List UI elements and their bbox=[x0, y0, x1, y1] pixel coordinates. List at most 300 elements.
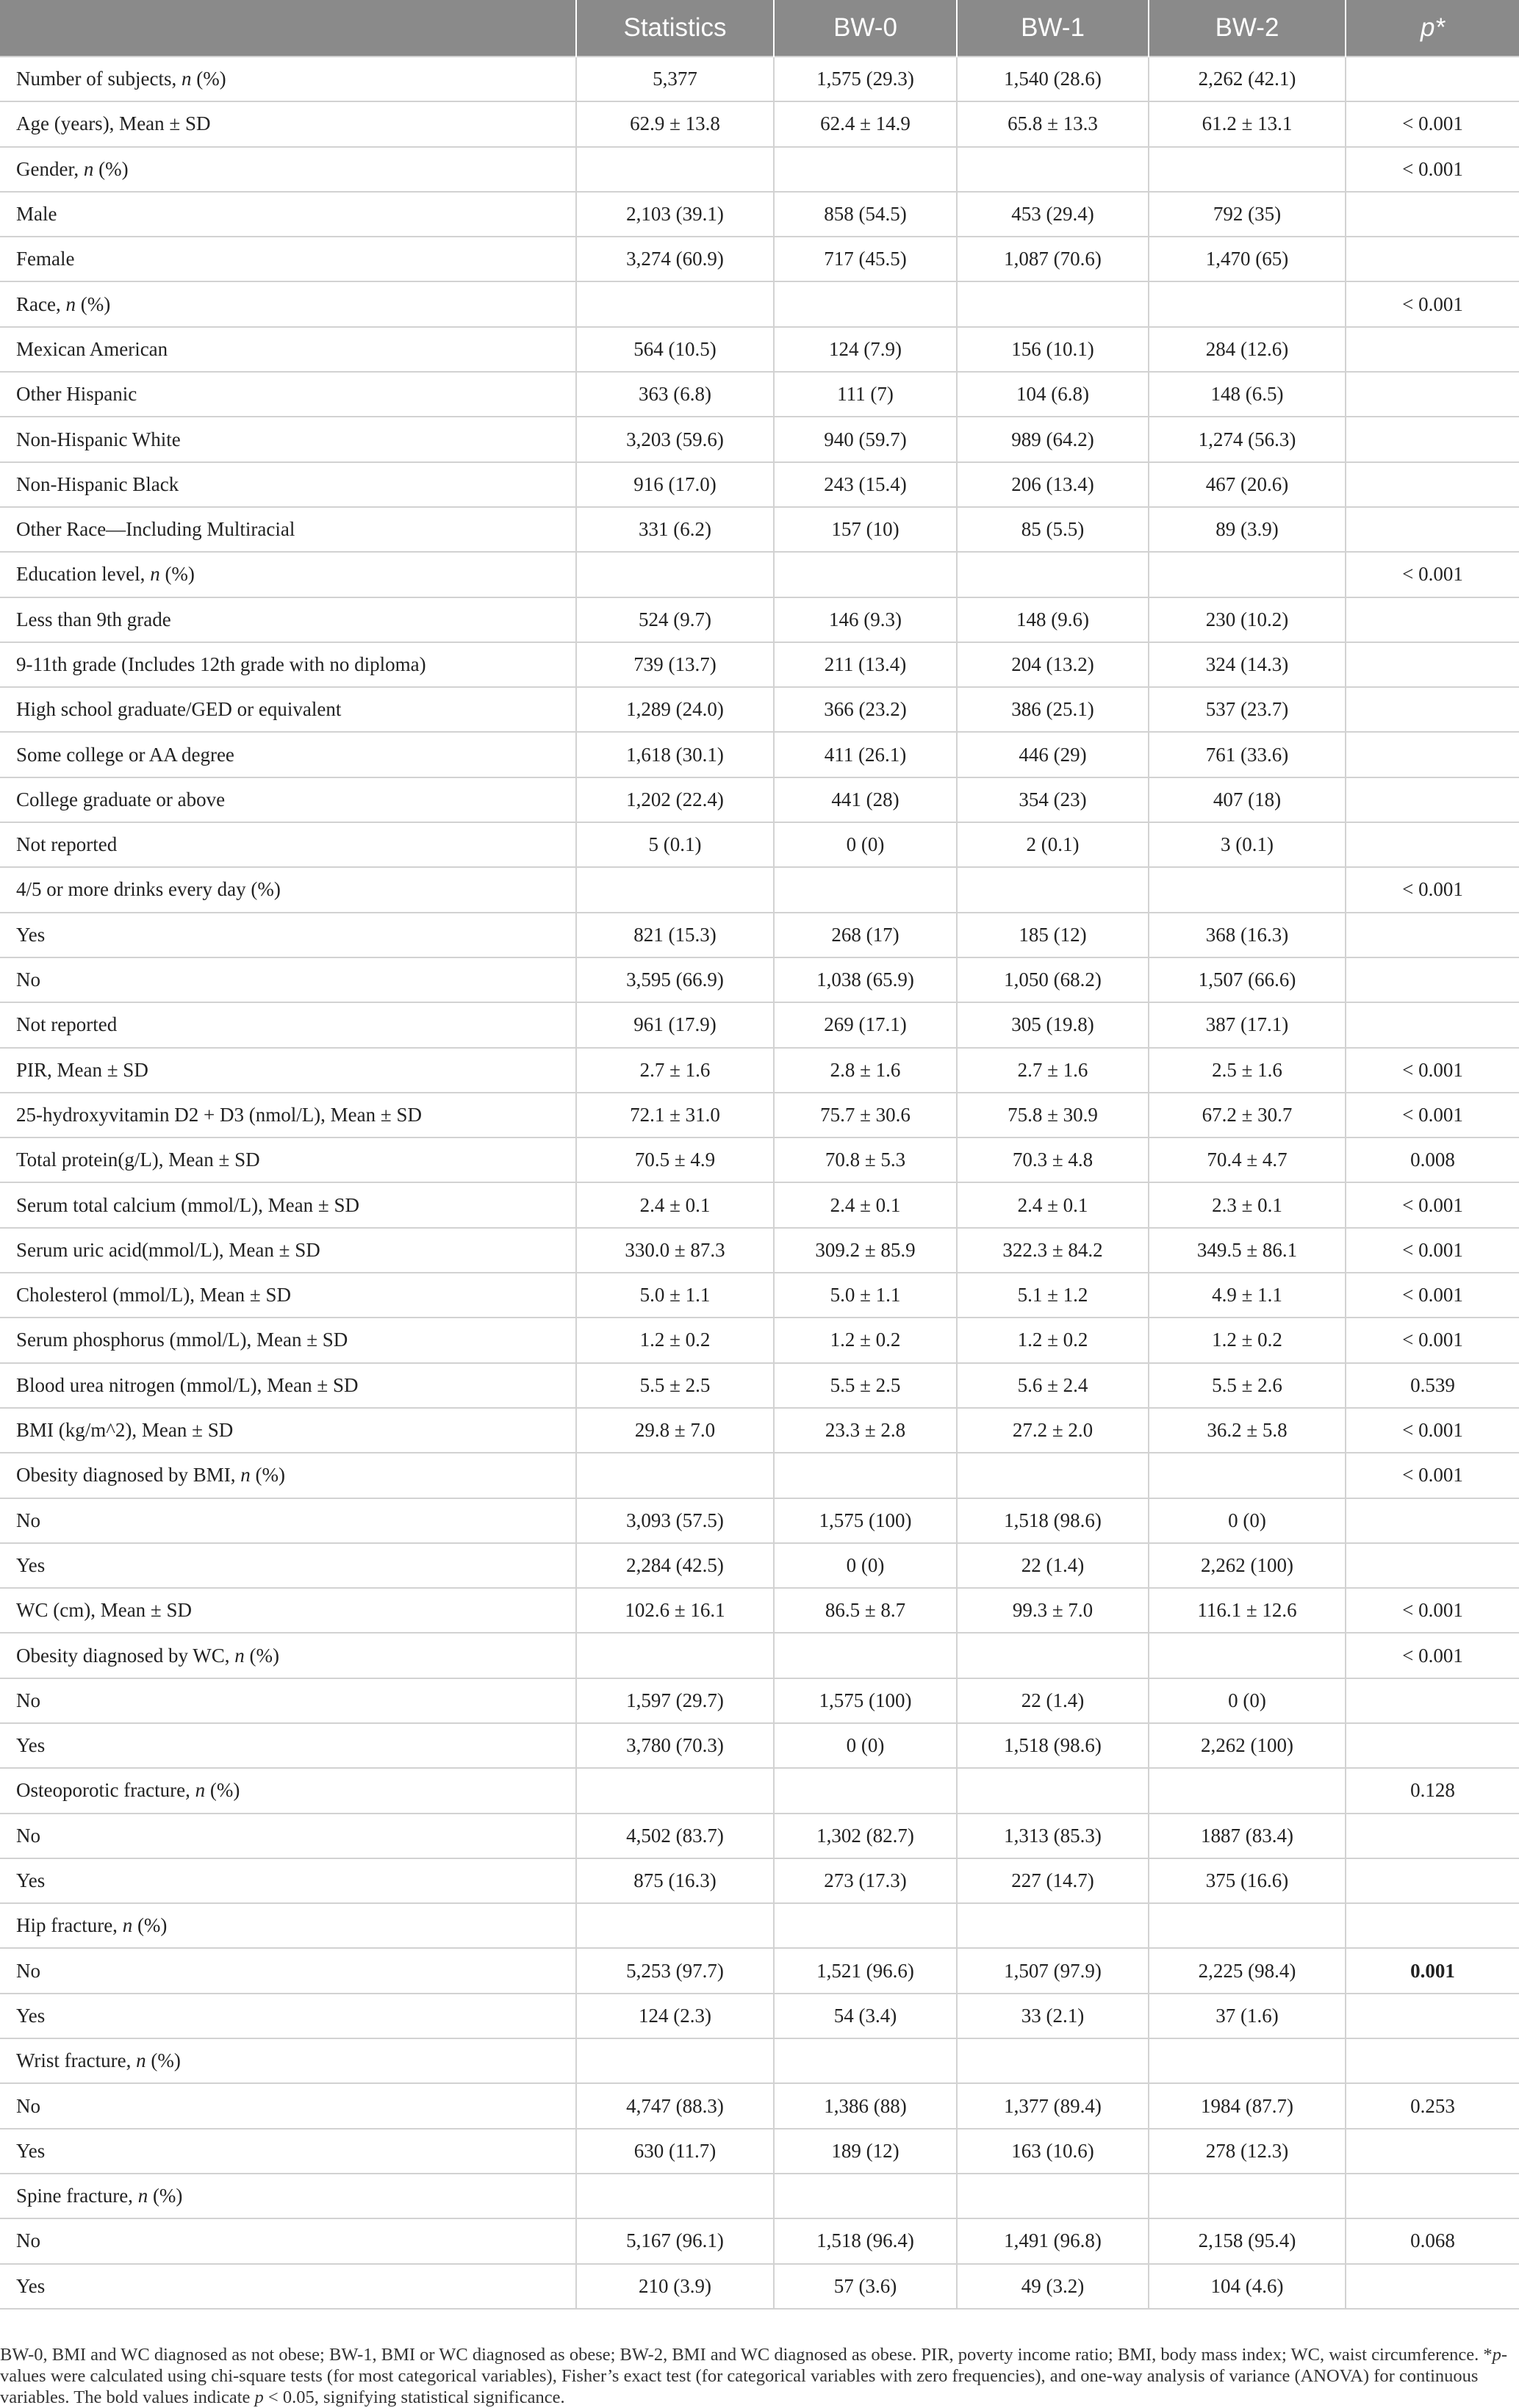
cell-p-value: < 0.001 bbox=[1346, 1453, 1519, 1498]
cell-statistics: 5 (0.1) bbox=[576, 822, 774, 867]
header-cell-bw-0: BW-0 bbox=[774, 0, 957, 57]
label-segment: Non-Hispanic Black bbox=[16, 472, 179, 495]
cell-bw-0: 111 (7) bbox=[774, 372, 957, 417]
cell-bw-0: 5.0 ± 1.1 bbox=[774, 1273, 957, 1318]
cell-statistics: 331 (6.2) bbox=[576, 507, 774, 552]
footnote-segment: p bbox=[1492, 2345, 1501, 2365]
label-segment: PIR, Mean ± SD bbox=[16, 1058, 148, 1081]
cell-statistics: 29.8 ± 7.0 bbox=[576, 1408, 774, 1453]
table-row bbox=[0, 2038, 1519, 2083]
table-row bbox=[0, 957, 1519, 1002]
cell-bw-1 bbox=[957, 147, 1149, 192]
label-segment: (%) bbox=[159, 563, 195, 586]
cell-variable bbox=[0, 507, 576, 552]
table-row bbox=[0, 192, 1519, 237]
cell-bw-2: 2,225 (98.4) bbox=[1149, 1948, 1346, 1993]
cell-variable bbox=[0, 192, 576, 237]
label-segment: Serum uric acid(mmol/L), Mean ± SD bbox=[16, 1238, 320, 1261]
cell-variable bbox=[0, 957, 576, 1002]
cell-p-value: < 0.001 bbox=[1346, 1588, 1519, 1633]
cell-bw-1: 453 (29.4) bbox=[957, 192, 1149, 237]
label-segment: Not reported bbox=[16, 833, 118, 856]
cell-statistics: 916 (17.0) bbox=[576, 462, 774, 507]
label-segment: No bbox=[16, 2229, 40, 2252]
cell-bw-2: 230 (10.2) bbox=[1149, 597, 1346, 642]
label-segment: (%) bbox=[75, 292, 111, 315]
cell-bw-1 bbox=[957, 1453, 1149, 1498]
cell-bw-2: 2.3 ± 0.1 bbox=[1149, 1182, 1346, 1227]
cell-p-value bbox=[1346, 2174, 1519, 2218]
cell-variable bbox=[0, 2264, 576, 2309]
label-segment: Less than 9th grade bbox=[16, 608, 171, 630]
cell-p-value: < 0.001 bbox=[1346, 1633, 1519, 1678]
cell-bw-1: 1,507 (97.9) bbox=[957, 1948, 1149, 1993]
cell-variable bbox=[0, 1408, 576, 1453]
label-segment: Yes bbox=[16, 1553, 46, 1576]
label-segment: Yes bbox=[16, 1734, 46, 1757]
cell-bw-1: 2.4 ± 0.1 bbox=[957, 1182, 1149, 1227]
table-row bbox=[0, 1363, 1519, 1408]
cell-bw-0: 0 (0) bbox=[774, 822, 957, 867]
cell-variable bbox=[0, 1002, 576, 1047]
cell-p-value bbox=[1346, 777, 1519, 822]
cell-statistics: 3,093 (57.5) bbox=[576, 1498, 774, 1543]
cell-bw-2 bbox=[1149, 1453, 1346, 1498]
cell-statistics: 5,253 (97.7) bbox=[576, 1948, 774, 1993]
cell-bw-1: 322.3 ± 84.2 bbox=[957, 1228, 1149, 1273]
cell-bw-1 bbox=[957, 2174, 1149, 2218]
cell-bw-0: 1,575 (100) bbox=[774, 1498, 957, 1543]
label-segment: No bbox=[16, 1824, 40, 1847]
cell-bw-1 bbox=[957, 1633, 1149, 1678]
cell-p-value bbox=[1346, 642, 1519, 687]
cell-bw-0: 124 (7.9) bbox=[774, 327, 957, 372]
table-row bbox=[0, 1002, 1519, 1047]
cell-p-value: 0.001 bbox=[1346, 1948, 1519, 1993]
cell-statistics: 3,595 (66.9) bbox=[576, 957, 774, 1002]
table-body bbox=[0, 57, 1519, 2309]
cell-bw-0: 441 (28) bbox=[774, 777, 957, 822]
cell-bw-1: 354 (23) bbox=[957, 777, 1149, 822]
cell-bw-0 bbox=[774, 867, 957, 912]
cell-variable bbox=[0, 1678, 576, 1723]
label-segment: n bbox=[195, 1779, 206, 1802]
cell-bw-1: 1,518 (98.6) bbox=[957, 1723, 1149, 1768]
table-row bbox=[0, 57, 1519, 101]
cell-variable bbox=[0, 1768, 576, 1813]
label-segment: Female bbox=[16, 248, 75, 270]
label-segment: Cholesterol (mmol/L), Mean ± SD bbox=[16, 1284, 292, 1307]
cell-variable bbox=[0, 1498, 576, 1543]
cell-p-value: < 0.001 bbox=[1346, 147, 1519, 192]
cell-variable bbox=[0, 2129, 576, 2174]
cell-statistics: 739 (13.7) bbox=[576, 642, 774, 687]
cell-bw-1: 70.3 ± 4.8 bbox=[957, 1137, 1149, 1182]
cell-statistics: 3,274 (60.9) bbox=[576, 237, 774, 281]
cell-bw-0: 1.2 ± 0.2 bbox=[774, 1318, 957, 1362]
cell-bw-0: 243 (15.4) bbox=[774, 462, 957, 507]
cell-bw-2: 2,262 (42.1) bbox=[1149, 57, 1346, 101]
cell-bw-2 bbox=[1149, 2038, 1346, 2083]
cell-bw-1: 85 (5.5) bbox=[957, 507, 1149, 552]
cell-p-value bbox=[1346, 57, 1519, 101]
cell-bw-2 bbox=[1149, 1633, 1346, 1678]
cell-bw-1: 989 (64.2) bbox=[957, 417, 1149, 461]
header-cell-bw-1: BW-1 bbox=[957, 0, 1149, 57]
cell-bw-1: 1.2 ± 0.2 bbox=[957, 1318, 1149, 1362]
label-segment: n bbox=[150, 563, 160, 586]
table-row bbox=[0, 1498, 1519, 1543]
cell-p-value: < 0.001 bbox=[1346, 281, 1519, 326]
cell-statistics: 102.6 ± 16.1 bbox=[576, 1588, 774, 1633]
label-segment: No bbox=[16, 1959, 40, 1982]
cell-p-value: < 0.001 bbox=[1346, 1182, 1519, 1227]
table-row bbox=[0, 687, 1519, 732]
cell-variable bbox=[0, 1994, 576, 2038]
cell-bw-0: 366 (23.2) bbox=[774, 687, 957, 732]
cell-variable bbox=[0, 1588, 576, 1633]
cell-bw-2: 1,470 (65) bbox=[1149, 237, 1346, 281]
cell-variable bbox=[0, 642, 576, 687]
cell-bw-1 bbox=[957, 2038, 1149, 2083]
label-segment: Hip fracture, bbox=[16, 1914, 123, 1937]
cell-bw-2: 375 (16.6) bbox=[1149, 1858, 1346, 1903]
cell-statistics: 3,780 (70.3) bbox=[576, 1723, 774, 1768]
cell-bw-2 bbox=[1149, 147, 1346, 192]
cell-statistics: 72.1 ± 31.0 bbox=[576, 1093, 774, 1137]
cell-statistics bbox=[576, 2038, 774, 2083]
table-row bbox=[0, 1408, 1519, 1453]
cell-statistics: 2.4 ± 0.1 bbox=[576, 1182, 774, 1227]
cell-bw-2: 792 (35) bbox=[1149, 192, 1346, 237]
cell-bw-2: 4.9 ± 1.1 bbox=[1149, 1273, 1346, 1318]
cell-p-value bbox=[1346, 2129, 1519, 2174]
table-row bbox=[0, 2264, 1519, 2309]
table-row bbox=[0, 1948, 1519, 1993]
label-segment: Other Hispanic bbox=[16, 383, 137, 406]
table-row bbox=[0, 1543, 1519, 1588]
cell-bw-2 bbox=[1149, 2174, 1346, 2218]
cell-bw-2: 37 (1.6) bbox=[1149, 1994, 1346, 2038]
label-segment: (%) bbox=[93, 157, 129, 180]
cell-bw-2: 5.5 ± 2.6 bbox=[1149, 1363, 1346, 1408]
cell-bw-0: 0 (0) bbox=[774, 1723, 957, 1768]
cell-statistics: 1,289 (24.0) bbox=[576, 687, 774, 732]
cell-bw-0: 211 (13.4) bbox=[774, 642, 957, 687]
cell-variable bbox=[0, 462, 576, 507]
cell-p-value: < 0.001 bbox=[1346, 1318, 1519, 1362]
cell-variable bbox=[0, 822, 576, 867]
cell-bw-2: 349.5 ± 86.1 bbox=[1149, 1228, 1346, 1273]
cell-p-value bbox=[1346, 1994, 1519, 2038]
cell-bw-2: 278 (12.3) bbox=[1149, 2129, 1346, 2174]
cell-bw-0: 57 (3.6) bbox=[774, 2264, 957, 2309]
cell-statistics: 1,618 (30.1) bbox=[576, 732, 774, 777]
label-segment: Other Race—Including Multiracial bbox=[16, 518, 295, 541]
cell-bw-1: 27.2 ± 2.0 bbox=[957, 1408, 1149, 1453]
table-row bbox=[0, 867, 1519, 912]
cell-bw-0 bbox=[774, 552, 957, 597]
header-cell-statistics: Statistics bbox=[576, 0, 774, 57]
cell-bw-2: 61.2 ± 13.1 bbox=[1149, 101, 1346, 146]
cell-p-value: 0.539 bbox=[1346, 1363, 1519, 1408]
cell-variable bbox=[0, 147, 576, 192]
cell-variable bbox=[0, 1543, 576, 1588]
cell-bw-2: 0 (0) bbox=[1149, 1678, 1346, 1723]
label-segment: n bbox=[122, 1914, 133, 1937]
label-segment: College graduate or above bbox=[16, 788, 226, 811]
label-segment: Serum total calcium (mmol/L), Mean ± SD bbox=[16, 1193, 359, 1216]
label-segment: n bbox=[234, 1644, 245, 1667]
cell-statistics: 5,167 (96.1) bbox=[576, 2218, 774, 2263]
cell-bw-0: 2.4 ± 0.1 bbox=[774, 1182, 957, 1227]
cell-statistics bbox=[576, 147, 774, 192]
cell-statistics: 2,103 (39.1) bbox=[576, 192, 774, 237]
label-segment: Number of subjects, bbox=[16, 68, 182, 90]
cell-p-value bbox=[1346, 192, 1519, 237]
cell-bw-1: 22 (1.4) bbox=[957, 1678, 1149, 1723]
cell-bw-0: 411 (26.1) bbox=[774, 732, 957, 777]
cell-p-value: < 0.001 bbox=[1346, 1048, 1519, 1093]
cell-variable bbox=[0, 417, 576, 461]
cell-bw-0 bbox=[774, 1768, 957, 1813]
cell-bw-1 bbox=[957, 552, 1149, 597]
cell-bw-0: 309.2 ± 85.9 bbox=[774, 1228, 957, 1273]
cell-bw-1: 1,377 (89.4) bbox=[957, 2083, 1149, 2128]
label-segment: Some college or AA degree bbox=[16, 743, 234, 766]
cell-p-value bbox=[1346, 1543, 1519, 1588]
footnote-segment: p bbox=[254, 2387, 264, 2407]
cell-bw-2: 148 (6.5) bbox=[1149, 372, 1346, 417]
table-row bbox=[0, 372, 1519, 417]
table-row bbox=[0, 1768, 1519, 1813]
cell-statistics: 1.2 ± 0.2 bbox=[576, 1318, 774, 1362]
cell-bw-0: 269 (17.1) bbox=[774, 1002, 957, 1047]
label-segment: Yes bbox=[16, 1869, 46, 1892]
cell-bw-1: 49 (3.2) bbox=[957, 2264, 1149, 2309]
cell-p-value: < 0.001 bbox=[1346, 1408, 1519, 1453]
cell-p-value bbox=[1346, 957, 1519, 1002]
cell-variable bbox=[0, 372, 576, 417]
cell-statistics: 1,597 (29.7) bbox=[576, 1678, 774, 1723]
cell-bw-0: 1,038 (65.9) bbox=[774, 957, 957, 1002]
cell-p-value bbox=[1346, 417, 1519, 461]
cell-variable bbox=[0, 1273, 576, 1318]
cell-p-value: < 0.001 bbox=[1346, 552, 1519, 597]
cell-statistics bbox=[576, 1453, 774, 1498]
table-row bbox=[0, 1453, 1519, 1498]
header-cell-p-value: p* bbox=[1346, 0, 1519, 57]
label-segment: WC (cm), Mean ± SD bbox=[16, 1599, 193, 1622]
cell-statistics bbox=[576, 1633, 774, 1678]
header-cell-variable bbox=[0, 0, 576, 57]
cell-statistics: 1,202 (22.4) bbox=[576, 777, 774, 822]
cell-bw-2: 1,274 (56.3) bbox=[1149, 417, 1346, 461]
cell-variable bbox=[0, 281, 576, 326]
cell-bw-2: 467 (20.6) bbox=[1149, 462, 1346, 507]
cell-p-value bbox=[1346, 1903, 1519, 1948]
cell-statistics: 961 (17.9) bbox=[576, 1002, 774, 1047]
cell-bw-2 bbox=[1149, 867, 1346, 912]
cell-bw-1: 65.8 ± 13.3 bbox=[957, 101, 1149, 146]
cell-p-value bbox=[1346, 822, 1519, 867]
cell-variable bbox=[0, 2038, 576, 2083]
cell-bw-0: 2.8 ± 1.6 bbox=[774, 1048, 957, 1093]
cell-bw-0 bbox=[774, 147, 957, 192]
cell-bw-1: 386 (25.1) bbox=[957, 687, 1149, 732]
cell-statistics: 3,203 (59.6) bbox=[576, 417, 774, 461]
table-row bbox=[0, 597, 1519, 642]
cell-p-value: 0.068 bbox=[1346, 2218, 1519, 2263]
table-footnote bbox=[0, 2344, 1514, 2408]
table-row bbox=[0, 642, 1519, 687]
table-row bbox=[0, 1093, 1519, 1137]
table-row bbox=[0, 1182, 1519, 1227]
cell-statistics: 70.5 ± 4.9 bbox=[576, 1137, 774, 1182]
cell-p-value bbox=[1346, 2038, 1519, 2083]
cell-bw-0 bbox=[774, 1903, 957, 1948]
table-row bbox=[0, 1678, 1519, 1723]
cell-bw-0 bbox=[774, 1453, 957, 1498]
cell-variable bbox=[0, 1363, 576, 1408]
label-segment: Male bbox=[16, 203, 57, 226]
cell-variable bbox=[0, 57, 576, 101]
cell-bw-1: 206 (13.4) bbox=[957, 462, 1149, 507]
cell-bw-0: 157 (10) bbox=[774, 507, 957, 552]
cell-bw-2 bbox=[1149, 1903, 1346, 1948]
table-row bbox=[0, 1994, 1519, 2038]
cell-bw-1 bbox=[957, 1903, 1149, 1948]
table-row bbox=[0, 101, 1519, 146]
label-segment: Race, bbox=[16, 292, 66, 315]
cell-bw-1: 1,050 (68.2) bbox=[957, 957, 1149, 1002]
cell-variable bbox=[0, 1093, 576, 1137]
cell-bw-0 bbox=[774, 2038, 957, 2083]
cell-p-value bbox=[1346, 1002, 1519, 1047]
label-segment: Osteoporotic fracture, bbox=[16, 1779, 195, 1802]
cell-statistics: 210 (3.9) bbox=[576, 2264, 774, 2309]
cell-variable bbox=[0, 1633, 576, 1678]
cell-p-value: < 0.001 bbox=[1346, 1228, 1519, 1273]
cell-statistics bbox=[576, 867, 774, 912]
table-row bbox=[0, 237, 1519, 281]
cell-variable bbox=[0, 1137, 576, 1182]
cell-bw-2: 2,158 (95.4) bbox=[1149, 2218, 1346, 2263]
footnote-segment: < 0.05, signifying statistical significance. bbox=[263, 2387, 565, 2407]
cell-bw-2: 1984 (87.7) bbox=[1149, 2083, 1346, 2128]
cell-bw-2 bbox=[1149, 1768, 1346, 1813]
footnote-segment: -values were calculated using chi-square tests (for most categorical variables), Fisher’s exact test (for categorical variables with zero frequencies), and one-way analysis of variance (ANOVA) for continuous variables. The bold values indicate bbox=[0, 2345, 1508, 2407]
label-segment: High school graduate/GED or equivalent bbox=[16, 698, 342, 721]
table-row bbox=[0, 2083, 1519, 2128]
cell-bw-2: 284 (12.6) bbox=[1149, 327, 1346, 372]
cell-statistics: 5.0 ± 1.1 bbox=[576, 1273, 774, 1318]
cell-statistics: 62.9 ± 13.8 bbox=[576, 101, 774, 146]
table-row bbox=[0, 147, 1519, 192]
label-segment: BMI (kg/m^2), Mean ± SD bbox=[16, 1419, 234, 1442]
cell-bw-0: 62.4 ± 14.9 bbox=[774, 101, 957, 146]
label-segment: Obesity diagnosed by WC, bbox=[16, 1644, 235, 1667]
cell-p-value bbox=[1346, 1858, 1519, 1903]
label-segment: 9-11th grade (Includes 12th grade with no diploma) bbox=[16, 653, 426, 675]
cell-p-value: < 0.001 bbox=[1346, 867, 1519, 912]
cell-variable bbox=[0, 1814, 576, 1858]
cell-p-value bbox=[1346, 1814, 1519, 1858]
cell-bw-1: 185 (12) bbox=[957, 913, 1149, 957]
cell-bw-0: 1,302 (82.7) bbox=[774, 1814, 957, 1858]
cell-bw-2: 1,507 (66.6) bbox=[1149, 957, 1346, 1002]
table-row bbox=[0, 2174, 1519, 2218]
label-segment: Yes bbox=[16, 923, 46, 946]
cell-bw-1: 5.6 ± 2.4 bbox=[957, 1363, 1149, 1408]
cell-bw-1: 2 (0.1) bbox=[957, 822, 1149, 867]
cell-bw-2: 70.4 ± 4.7 bbox=[1149, 1137, 1346, 1182]
cell-bw-2: 0 (0) bbox=[1149, 1498, 1346, 1543]
cell-bw-1: 204 (13.2) bbox=[957, 642, 1149, 687]
cell-variable bbox=[0, 2218, 576, 2263]
label-segment: Yes bbox=[16, 2004, 46, 2027]
cell-p-value: < 0.001 bbox=[1346, 1273, 1519, 1318]
cell-statistics: 5,377 bbox=[576, 57, 774, 101]
cell-bw-2 bbox=[1149, 552, 1346, 597]
cell-bw-0: 146 (9.3) bbox=[774, 597, 957, 642]
cell-bw-1 bbox=[957, 281, 1149, 326]
cell-p-value: 0.253 bbox=[1346, 2083, 1519, 2128]
cell-bw-2: 104 (4.6) bbox=[1149, 2264, 1346, 2309]
cell-bw-0 bbox=[774, 2174, 957, 2218]
cell-bw-0: 717 (45.5) bbox=[774, 237, 957, 281]
table-row bbox=[0, 462, 1519, 507]
cell-variable bbox=[0, 1903, 576, 1948]
table-row bbox=[0, 552, 1519, 597]
table-row bbox=[0, 2218, 1519, 2263]
cell-variable bbox=[0, 327, 576, 372]
table-row bbox=[0, 913, 1519, 957]
cell-bw-0: 1,386 (88) bbox=[774, 2083, 957, 2128]
cell-statistics: 875 (16.3) bbox=[576, 1858, 774, 1903]
cell-bw-0: 858 (54.5) bbox=[774, 192, 957, 237]
cell-statistics: 124 (2.3) bbox=[576, 1994, 774, 2038]
footnote-segment: BW-0, BMI and WC diagnosed as not obese; BW-1, BMI or WC diagnosed as obese; BW-2, BMI and WC diagnosed as obese. PIR, poverty income ratio; BMI, body mass index; WC, waist circumference. * bbox=[0, 2345, 1493, 2365]
cell-variable bbox=[0, 1048, 576, 1093]
cell-p-value bbox=[1346, 597, 1519, 642]
cell-bw-2: 368 (16.3) bbox=[1149, 913, 1346, 957]
cell-p-value bbox=[1346, 913, 1519, 957]
label-segment: No bbox=[16, 968, 40, 991]
cell-variable bbox=[0, 1948, 576, 1993]
cell-bw-1: 5.1 ± 1.2 bbox=[957, 1273, 1149, 1318]
cell-p-value bbox=[1346, 2264, 1519, 2309]
cell-bw-2: 1887 (83.4) bbox=[1149, 1814, 1346, 1858]
cell-bw-1: 33 (2.1) bbox=[957, 1994, 1149, 2038]
table-row bbox=[0, 1228, 1519, 1273]
cell-bw-1: 446 (29) bbox=[957, 732, 1149, 777]
cell-variable bbox=[0, 1723, 576, 1768]
label-segment: (%) bbox=[146, 2049, 181, 2072]
label-segment: n bbox=[181, 68, 192, 90]
cell-p-value bbox=[1346, 1723, 1519, 1768]
label-segment: (%) bbox=[191, 68, 226, 90]
cell-statistics: 4,502 (83.7) bbox=[576, 1814, 774, 1858]
label-segment: n bbox=[65, 292, 76, 315]
cell-bw-2: 89 (3.9) bbox=[1149, 507, 1346, 552]
cell-p-value: 0.128 bbox=[1346, 1768, 1519, 1813]
cell-bw-0: 1,575 (29.3) bbox=[774, 57, 957, 101]
label-segment: 25-hydroxyvitamin D2 + D3 (nmol/L), Mean ± SD bbox=[16, 1103, 422, 1126]
cell-bw-2: 67.2 ± 30.7 bbox=[1149, 1093, 1346, 1137]
label-segment: (%) bbox=[148, 2185, 183, 2207]
cell-variable bbox=[0, 597, 576, 642]
